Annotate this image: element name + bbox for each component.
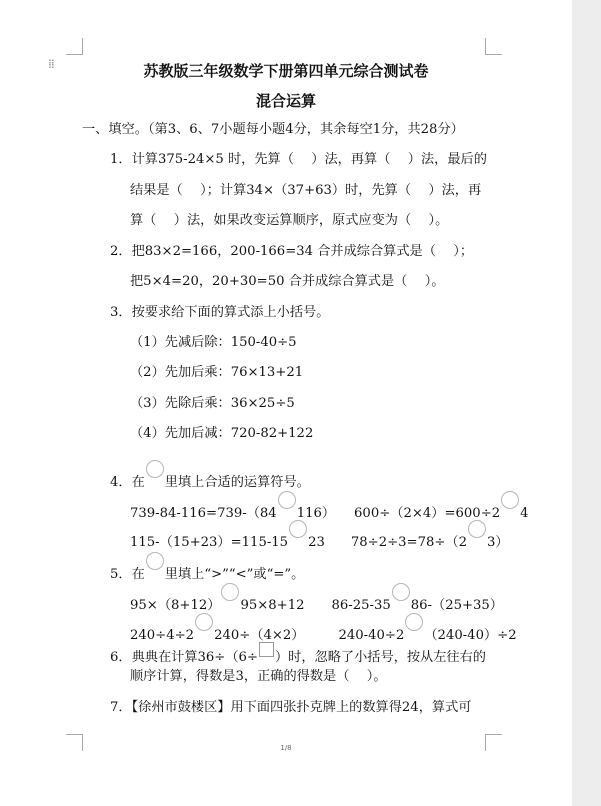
q4-expr-g: 78÷2÷3=78÷（2	[350, 535, 467, 550]
q2-line2: 把5×4=20，20+30=50 合并成综合算式是（ ）。	[130, 274, 445, 289]
q4-row1	[130, 491, 529, 523]
answer-circle[interactable]	[195, 613, 213, 631]
q5-expr-b: 95×8+12	[240, 598, 305, 613]
margin-corner-top-left	[66, 38, 83, 55]
q5-expr-h: （240-40）÷2	[424, 628, 517, 643]
q4-suffix: 里填上合适的运算符号。	[164, 475, 310, 490]
q5-expr-g: 240-40÷2	[338, 628, 405, 643]
q5-expr-f: 240÷（4×2）	[214, 628, 305, 643]
answer-circle[interactable]	[501, 491, 519, 509]
q1-line2: 结果是（ ）；计算34×（37+63）时，先算（ ）法，再	[130, 183, 482, 198]
document-title: 苏教版三年级数学下册第四单元综合测试卷	[143, 62, 429, 80]
q3-sub1: （1）先减后除：150-40÷5	[130, 335, 297, 350]
answer-circle[interactable]	[289, 520, 307, 538]
q3-sub2: （2）先加后乘：76×13+21	[130, 365, 304, 380]
q5-expr-a: 95×（8+12）	[130, 598, 221, 613]
section-heading: 一、填空。（第3、6、7小题每小题4分，其余每空1分，共28分）	[82, 122, 464, 137]
answer-square[interactable]	[259, 642, 274, 657]
q1-line3: 算（ ）法，如果改变运算顺序，原式应变为（ ）。	[130, 213, 449, 228]
q4-expr-d: 4	[520, 506, 529, 521]
q5-expr-d: 86-（25+35）	[410, 598, 503, 613]
q6-line2: 顺序计算，得数是3，正确的得数是（ ）。	[130, 669, 387, 684]
q3-sub4: （4）先加后减：720-82+122	[130, 426, 314, 441]
q3-sub3: （3）先除后乘：36×25÷5	[130, 396, 295, 411]
page-number: 1/8	[280, 744, 292, 752]
q6-text-a: 6．典典在计算36÷（6÷	[110, 650, 258, 665]
q6-line1	[110, 642, 486, 667]
q4-expr-a: 739-84-116=739-（84	[130, 506, 277, 521]
q4-line1	[110, 460, 310, 492]
q5-row1	[130, 583, 503, 615]
q4-expr-b: 116）	[296, 506, 336, 521]
answer-circle[interactable]	[146, 552, 164, 570]
q3-line1: 3．按要求给下面的算式添上小括号。	[110, 305, 330, 320]
q5-prefix: 5．在	[110, 567, 145, 582]
q4-expr-c: 600÷（2×4）=600÷2	[354, 506, 501, 521]
viewer-background	[572, 0, 601, 806]
q4-row2	[130, 520, 509, 552]
answer-circle[interactable]	[146, 460, 164, 478]
q6-text-b: ）时，忽略了小括号，按从左往右的	[274, 650, 486, 665]
document-subtitle: 混合运算	[255, 92, 316, 110]
q1-line1: 1．计算375-24×5 时，先算（ ）法，再算（ ）法，最后的	[110, 152, 487, 167]
q5-expr-c: 86-25-35	[331, 598, 391, 613]
q4-prefix: 4．在	[110, 475, 145, 490]
q2-line1: 2．把83×2=166，200-166=34 合并成综合算式是（ ）；	[110, 244, 474, 259]
answer-circle[interactable]	[392, 583, 410, 601]
answer-circle[interactable]	[405, 613, 423, 631]
q5-suffix: 里填上“>”“<”或“=”。	[164, 567, 305, 582]
q5-line1	[110, 552, 304, 584]
q5-expr-e: 240÷4÷2	[130, 628, 195, 643]
answer-circle[interactable]	[278, 491, 296, 509]
q4-expr-e: 115-（15+23）=115-15	[130, 535, 289, 550]
drag-handle-icon[interactable]: ⁞⁞	[48, 57, 54, 71]
q4-expr-h: 3）	[486, 535, 509, 550]
q4-expr-f: 23	[308, 535, 325, 550]
q7-line1: 7．【徐州市鼓楼区】用下面四张扑克牌上的数算得24，算式可	[110, 700, 472, 715]
answer-circle[interactable]	[221, 583, 239, 601]
margin-corner-top-right	[485, 38, 502, 55]
q5-row2	[130, 613, 517, 645]
answer-circle[interactable]	[468, 520, 486, 538]
